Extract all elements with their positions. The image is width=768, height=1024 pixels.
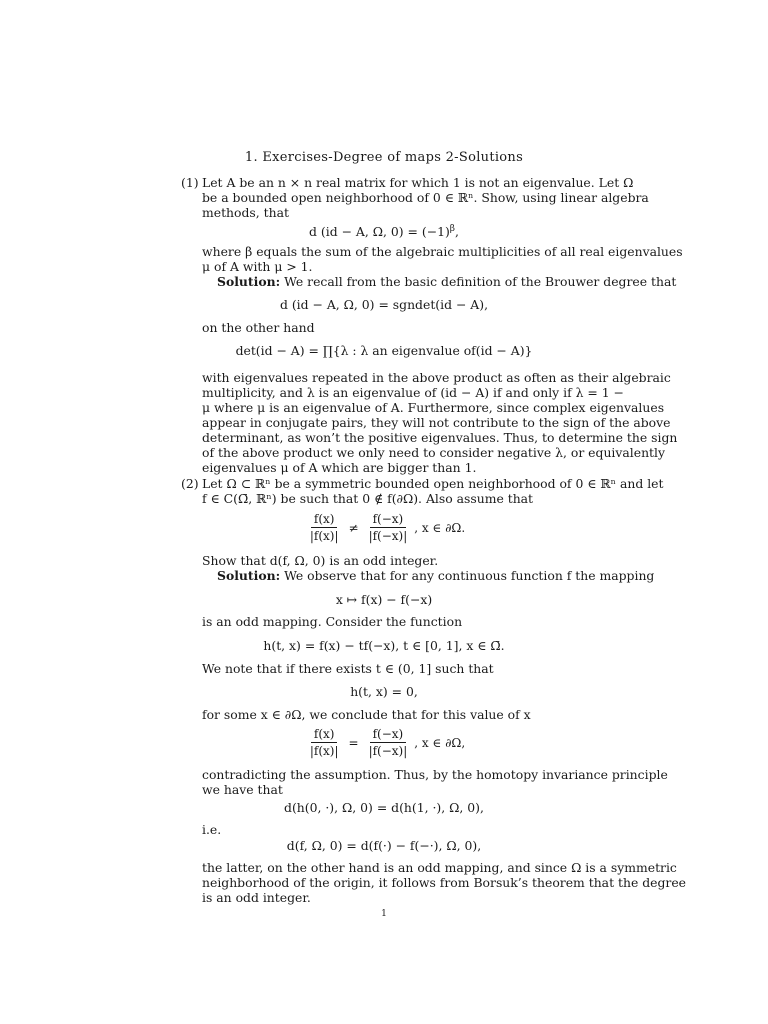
- equation-h-zero: h(t, x) = 0,: [350, 684, 418, 699]
- exercise-1-line-10: appear in conjugate pairs, they will not contribute to the sign of the above: [202, 415, 671, 430]
- exercise-1-line-1: Let A be an n × n real matrix for which 1 is not an eigenvalue. Let Ω: [202, 175, 634, 190]
- fraction-denominator: |f(−x)|: [368, 529, 408, 543]
- fraction-denominator: |f(x)|: [309, 744, 339, 758]
- exercise-2-line-5: We note that if there exists t ∈ (0, 1] such that: [202, 661, 494, 676]
- exercise-1-number: (1): [181, 175, 199, 190]
- equation-tail: , x ∈ ∂Ω,: [414, 735, 466, 750]
- exercise-2-line-11: neighborhood of the origin, it follows from Borsuk’s theorem that the degree: [202, 875, 687, 890]
- exercise-2-line-8: we have that: [202, 782, 283, 797]
- exercise-1-line-8: multiplicity, and λ is an eigenvalue of (id − A) if and only if λ = 1 −: [202, 385, 624, 400]
- equation-degree-equality: d(f, Ω, 0) = d(f(·) − f(−·), Ω, 0),: [286, 838, 482, 853]
- exercise-1-line-12: of the above product we only need to consider negative λ, or equivalently: [202, 445, 665, 460]
- exercise-2-solution-intro: [217, 568, 654, 583]
- solution-text: We recall from the basic definition of the Brouwer degree that: [280, 274, 677, 289]
- exercise-2-line-2: f ∈ C(Ω̄, ℝⁿ) be such that 0 ∉ f(∂Ω). Also assume that: [202, 491, 534, 506]
- fraction-denominator: |f(x)|: [309, 529, 339, 543]
- equation-contradiction: [0, 727, 768, 758]
- solution-text: We observe that for any continuous function f the mapping: [280, 568, 655, 583]
- equation-assumption: [0, 512, 768, 543]
- exercise-1-line-2: be a bounded open neighborhood of 0 ∈ ℝⁿ. Show, using linear algebra: [202, 190, 649, 205]
- fraction-right: [366, 727, 411, 758]
- exercise-2-line-4: is an odd mapping. Consider the function: [202, 614, 463, 629]
- exercise-1-line-6: on the other hand: [202, 320, 315, 335]
- exercise-2-line-1: Let Ω ⊂ ℝⁿ be a symmetric bounded open neighborhood of 0 ∈ ℝⁿ and let: [202, 476, 664, 491]
- exercise-1-line-5: μ of A with μ > 1.: [202, 259, 313, 274]
- fraction-denominator: |f(−x)|: [368, 744, 408, 758]
- equation-homotopy-invariance: d(h(0, ·), Ω, 0) = d(h(1, ·), Ω, 0),: [284, 800, 484, 815]
- equation-odd-map: x ↦ f(x) − f(−x): [335, 592, 433, 607]
- equation-tail: , x ∈ ∂Ω.: [414, 520, 466, 535]
- relation-symbol: =: [348, 735, 359, 750]
- solution-label: Solution:: [217, 568, 281, 583]
- solution-label: Solution:: [217, 274, 281, 289]
- equation-degree-sign: d (id − A, Ω, $0) = (-1)^\beta$,: [309, 224, 459, 240]
- exercise-1-solution-intro: [217, 274, 676, 289]
- exercise-2-line-12: is an odd integer.: [202, 890, 311, 905]
- exercise-1-line-3: methods, that: [202, 205, 289, 220]
- equation-homotopy: h(t, x) = f(x) − tf(−x), t ∈ [0, 1], x ∈ Ω̄.: [263, 638, 505, 653]
- equation-sgndet: d (id − A, Ω, 0) = sgndet(id − A),: [279, 297, 489, 312]
- fraction-left: [307, 512, 342, 543]
- exercise-1-line-11: determinant, as won’t the positive eigenvalues. Thus, to determine the sign: [202, 430, 678, 445]
- section-title: 1. Exercises-Degree of maps 2-Solutions: [244, 150, 524, 165]
- relation-symbol: ≠: [348, 520, 359, 535]
- exercise-2-line-3: Show that d(f, Ω, 0) is an odd integer.: [202, 553, 439, 568]
- exercise-1-line-13: eigenvalues μ of A which are bigger than 1.: [202, 460, 477, 475]
- fraction-right: [366, 512, 411, 543]
- exercise-2-line-7: contradicting the assumption. Thus, by the homotopy invariance principle: [202, 767, 668, 782]
- fraction-numerator: f(−x): [370, 727, 407, 743]
- exercise-2-number: (2): [181, 476, 199, 491]
- exercise-2-line-6: for some x ∈ ∂Ω, we conclude that for this value of x: [202, 707, 531, 722]
- exercise-2-line-10: the latter, on the other hand is an odd mapping, and since Ω is a symmetric: [202, 860, 677, 875]
- exercise-1-line-4: where β equals the sum of the algebraic multiplicities of all real eigenvalues: [202, 244, 683, 259]
- fraction-numerator: f(−x): [370, 512, 407, 528]
- exercise-1-line-7: with eigenvalues repeated in the above product as often as their algebraic: [202, 370, 671, 385]
- fraction-left: [307, 727, 342, 758]
- fraction-numerator: f(x): [311, 727, 338, 743]
- exercise-1-line-9: μ where μ is an eigenvalue of A. Furthermore, since complex eigenvalues: [202, 400, 665, 415]
- exercise-2-line-9: i.e.: [202, 822, 222, 837]
- page-number: 1: [381, 909, 387, 919]
- fraction-numerator: f(x): [311, 512, 338, 528]
- equation-det-product: det(id − A) = ∏{λ : λ an eigenvalue of(id − A)}: [235, 343, 533, 358]
